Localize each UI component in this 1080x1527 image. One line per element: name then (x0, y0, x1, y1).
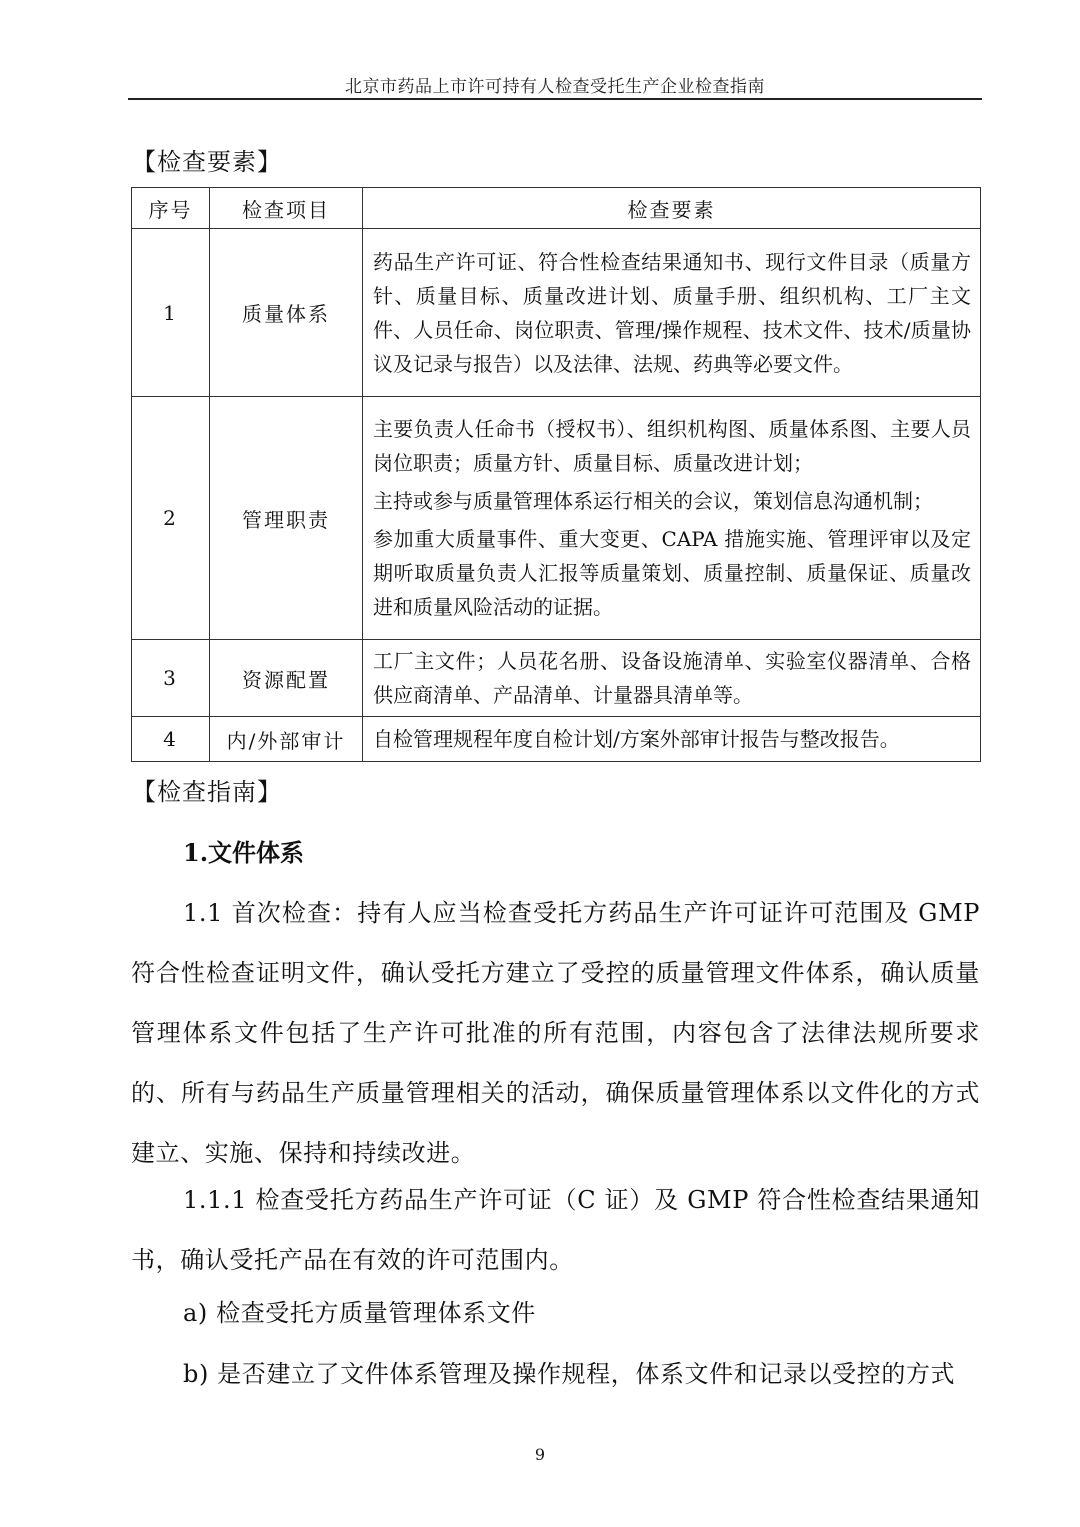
list-item-a-text: a) 检查受托方质量管理体系文件 (183, 1299, 536, 1327)
row-elements (363, 640, 981, 717)
inspection-elements-table (131, 187, 981, 762)
section-heading-guide: 【检查指南】 (132, 778, 282, 806)
row-item: 内/外部审计 (210, 717, 363, 762)
paragraph-1-1-1-text: 1.1.1 检查受托方药品生产许可证（C 证）及 GMP 符合性检查结果通知书，确认受托产品在有效的许可范围内。 (131, 1186, 980, 1274)
subheading-document-system: 1.文件体系 (183, 838, 305, 867)
page-number: 9 (534, 1445, 546, 1464)
column-header-item: 检查项目 (210, 188, 363, 229)
row-number: 4 (132, 717, 210, 762)
row-elements (363, 229, 981, 397)
paragraph-1-1-1 (131, 1170, 980, 1290)
row-elements (363, 397, 981, 640)
row-number: 2 (132, 397, 210, 640)
header-rule (128, 98, 982, 100)
list-item-b-text: b) 是否建立了文件体系管理及操作规程，体系文件和记录以受控的方式 (183, 1360, 956, 1388)
row-elements-paragraph: 工厂主文件；人员花名册、设备设施清单、实验室仪器清单、合格供应商清单、产品清单、计量器具清单等。 (373, 649, 971, 707)
column-header-elements: 检查要素 (363, 188, 981, 229)
table-row (132, 229, 981, 397)
table-row (132, 717, 981, 762)
row-elements-paragraph: 参加重大质量事件、重大变更、CAPA 措施实施、管理评审以及定期听取质量负责人汇报等质量策划、质量控制、质量保证、质量改进和质量风险活动的证据。 (373, 527, 971, 619)
list-item-b (131, 1344, 980, 1404)
table-row (132, 397, 981, 640)
page-header: 北京市药品上市许可持有人检查受托生产企业检查指南 (345, 77, 765, 97)
row-item: 管理职责 (210, 397, 363, 640)
row-elements-paragraph: 主要负责人任命书（授权书）、组织机构图、质量体系图、主要人员岗位职责；质量方针、质量目标、质量改进计划； (373, 417, 971, 475)
row-elements (363, 717, 981, 762)
row-elements-paragraph: 药品生产许可证、符合性检查结果通知书、现行文件目录（质量方针、质量目标、质量改进计划、质量手册、组织机构、工厂主文件、人员任命、岗位职责、管理/操作规程、技术文件、技术/质量协议及记录与报告）以及法律、法规、药典等必要文件。 (373, 249, 971, 376)
list-item-a (131, 1283, 980, 1343)
row-elements-paragraph: 主持或参与质量管理体系运行相关的会议，策划信息沟通机制； (373, 489, 933, 513)
column-header-no: 序号 (132, 188, 210, 229)
row-item: 质量体系 (210, 229, 363, 397)
row-number: 1 (132, 229, 210, 397)
table-row (132, 640, 981, 717)
row-elements-paragraph: 自检管理规程年度自检计划/方案外部审计报告与整改报告。 (373, 727, 900, 751)
row-item: 资源配置 (210, 640, 363, 717)
section-heading-elements: 【检查要素】 (132, 148, 282, 176)
row-number: 3 (132, 640, 210, 717)
paragraph-1-1 (131, 883, 980, 1183)
paragraph-1-1-text: 1.1 首次检查：持有人应当检查受托方药品生产许可证许可范围及 GMP 符合性检查证明文件，确认受托方建立了受控的质量管理文件体系，确认质量管理体系文件包括了生产许可批准的所有范围，内容包含了法律法规所要求的、所有与药品生产质量管理相关的活动，确保质量管理体系以文件化的方式建立、实施、保持和持续改进。 (131, 899, 980, 1167)
table-header-row (132, 188, 981, 229)
